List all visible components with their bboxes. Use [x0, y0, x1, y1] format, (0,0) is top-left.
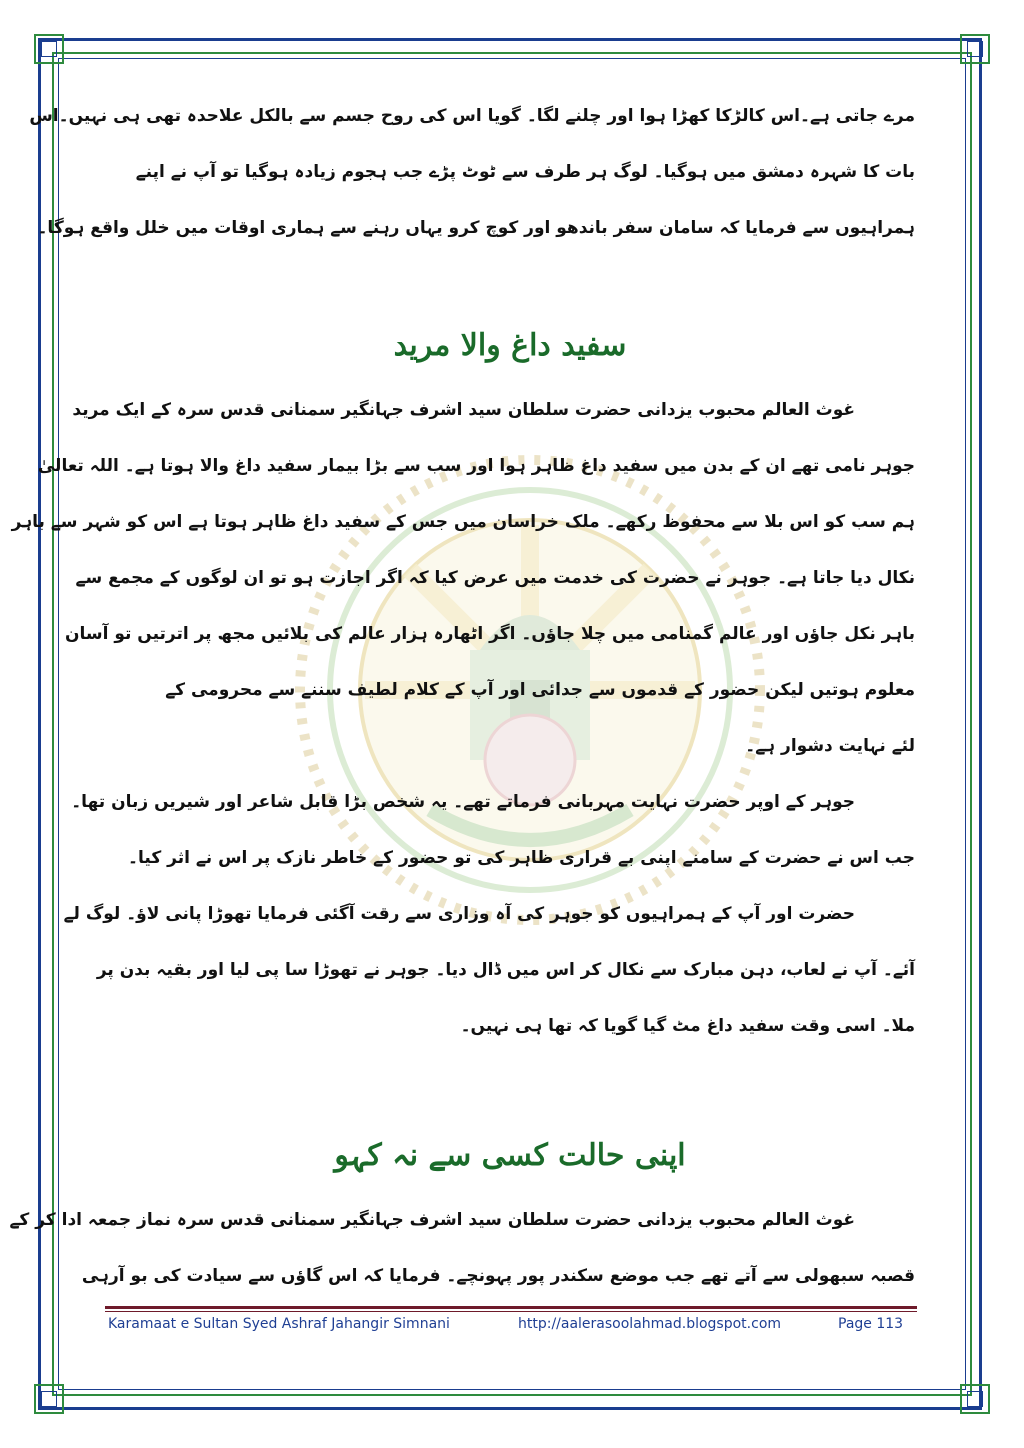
intro-paragraph: [29, 88, 915, 256]
text-line: لئے نہایت دشوار ہے۔: [745, 736, 915, 756]
text-line: جوہر کے اوپر حضرت نہایت مہربانی فرماتے تھے۔ یہ شخص بڑا قابل شاعر اور شیریں زبان تھا۔: [71, 792, 855, 812]
corner-ornament-top-right: [960, 34, 990, 64]
corner-ornament-bottom-left: [34, 1384, 64, 1414]
corner-ornament-bottom-right: [960, 1384, 990, 1414]
text-line: جب اس نے حضرت کے سامنے اپنی بے قراری ظاہر کی تو حضور کے خاطر نازک پر اس نے اثر کیا۔: [128, 848, 915, 868]
text-line: جوہر نامی تھے ان کے بدن میں سفید داغ ظاہر ہوا اور سب سے بڑا بیمار سفید داغ والا ہوتا ہے۔ اللہ تعالیٰ: [37, 456, 915, 476]
footer-page-number: Page 113: [838, 1316, 904, 1332]
section-heading-dont-tell-your-state: اپنی حالت کسی سے نہ کہو: [334, 1138, 686, 1173]
section2-body: [9, 1192, 915, 1304]
footer-rule-thin: [105, 1311, 917, 1312]
section1-body: [11, 382, 915, 1054]
text-line: نکال دیا جاتا ہے۔ جوہر نے حضرت کی خدمت میں عرض کیا کہ اگر اجازت ہو تو ان لوگوں کے مجمع سے: [75, 568, 915, 588]
text-line: معلوم ہوتیں لیکن حضور کے قدموں سے جدائی اور آپ کے کلام لطیف سننے سے محرومی کے: [165, 680, 915, 700]
footer-url-link[interactable]: http://aalerasoolahmad.blogspot.com: [518, 1316, 782, 1332]
text-line: قصبہ سبھولی سے آتے تھے جب موضع سکندر پور پہونچے۔ فرمایا کہ اس گاؤں سے سیادت کی بو آرہی: [81, 1266, 915, 1286]
text-line: مرے جاتی ہے۔اس کالڑکا کھڑا ہوا اور چلنے لگا۔ گویا اس کی روح جسم سے بالکل علاحدہ تھی ہی نہیں۔اس: [29, 106, 915, 126]
page-footer: [108, 1316, 918, 1340]
text-line: ہم سب کو اس بلا سے محفوظ رکھے۔ ملک خراسان میں جس کے سفید داغ ظاہر ہوتا ہے اس کو شہر سے باہر: [11, 512, 915, 532]
text-line: غوث العالم محبوب یزدانی حضرت سلطان سید اشرف جہانگیر سمنانی قدس سرہ نماز جمعہ ادا کر کے: [9, 1210, 855, 1230]
footer-book-title: Karamaat e Sultan Syed Ashraf Jahangir Simnani: [108, 1316, 450, 1332]
text-line: حضرت اور آپ کے ہمراہیوں کو جوہر کی آہ وزاری سے رقت آگئی فرمایا تھوڑا پانی لاؤ۔ لوگ لے: [63, 904, 855, 924]
text-line: ملا۔ اسی وقت سفید داغ مٹ گیا گویا کہ تھا ہی نہیں۔: [460, 1016, 915, 1036]
text-line: باہر نکل جاؤں اور عالم گمنامی میں چلا جاؤں۔ اگر اٹھارہ ہزار عالم کی بلائیں مجھ پر اترتیں تو آسان: [64, 624, 915, 644]
text-line: ہمراہیوں سے فرمایا کہ سامان سفر باندھو اور کوچ کرو یہاں رہنے سے ہماری اوقات میں خلل واقع ہوگا۔: [37, 218, 915, 238]
corner-ornament-top-left: [34, 34, 64, 64]
footer-rule: [105, 1306, 917, 1309]
text-line: آئے۔ آپ نے لعاب، دہن مبارک سے نکال کر اس میں ڈال دیا۔ جوہر نے تھوڑا سا پی لیا اور بقیہ بدن پر: [96, 960, 915, 980]
text-line: بات کا شہرہ دمشق میں ہوگیا۔ لوگ ہر طرف سے ٹوٹ پڑے جب ہجوم زیادہ ہوگیا تو آپ نے اپنے: [135, 162, 915, 182]
text-line: غوث العالم محبوب یزدانی حضرت سلطان سید اشرف جہانگیر سمنانی قدس سرہ کے ایک مرید: [72, 400, 855, 420]
section-heading-white-spot-disciple: سفید داغ والا مرید: [393, 328, 627, 363]
